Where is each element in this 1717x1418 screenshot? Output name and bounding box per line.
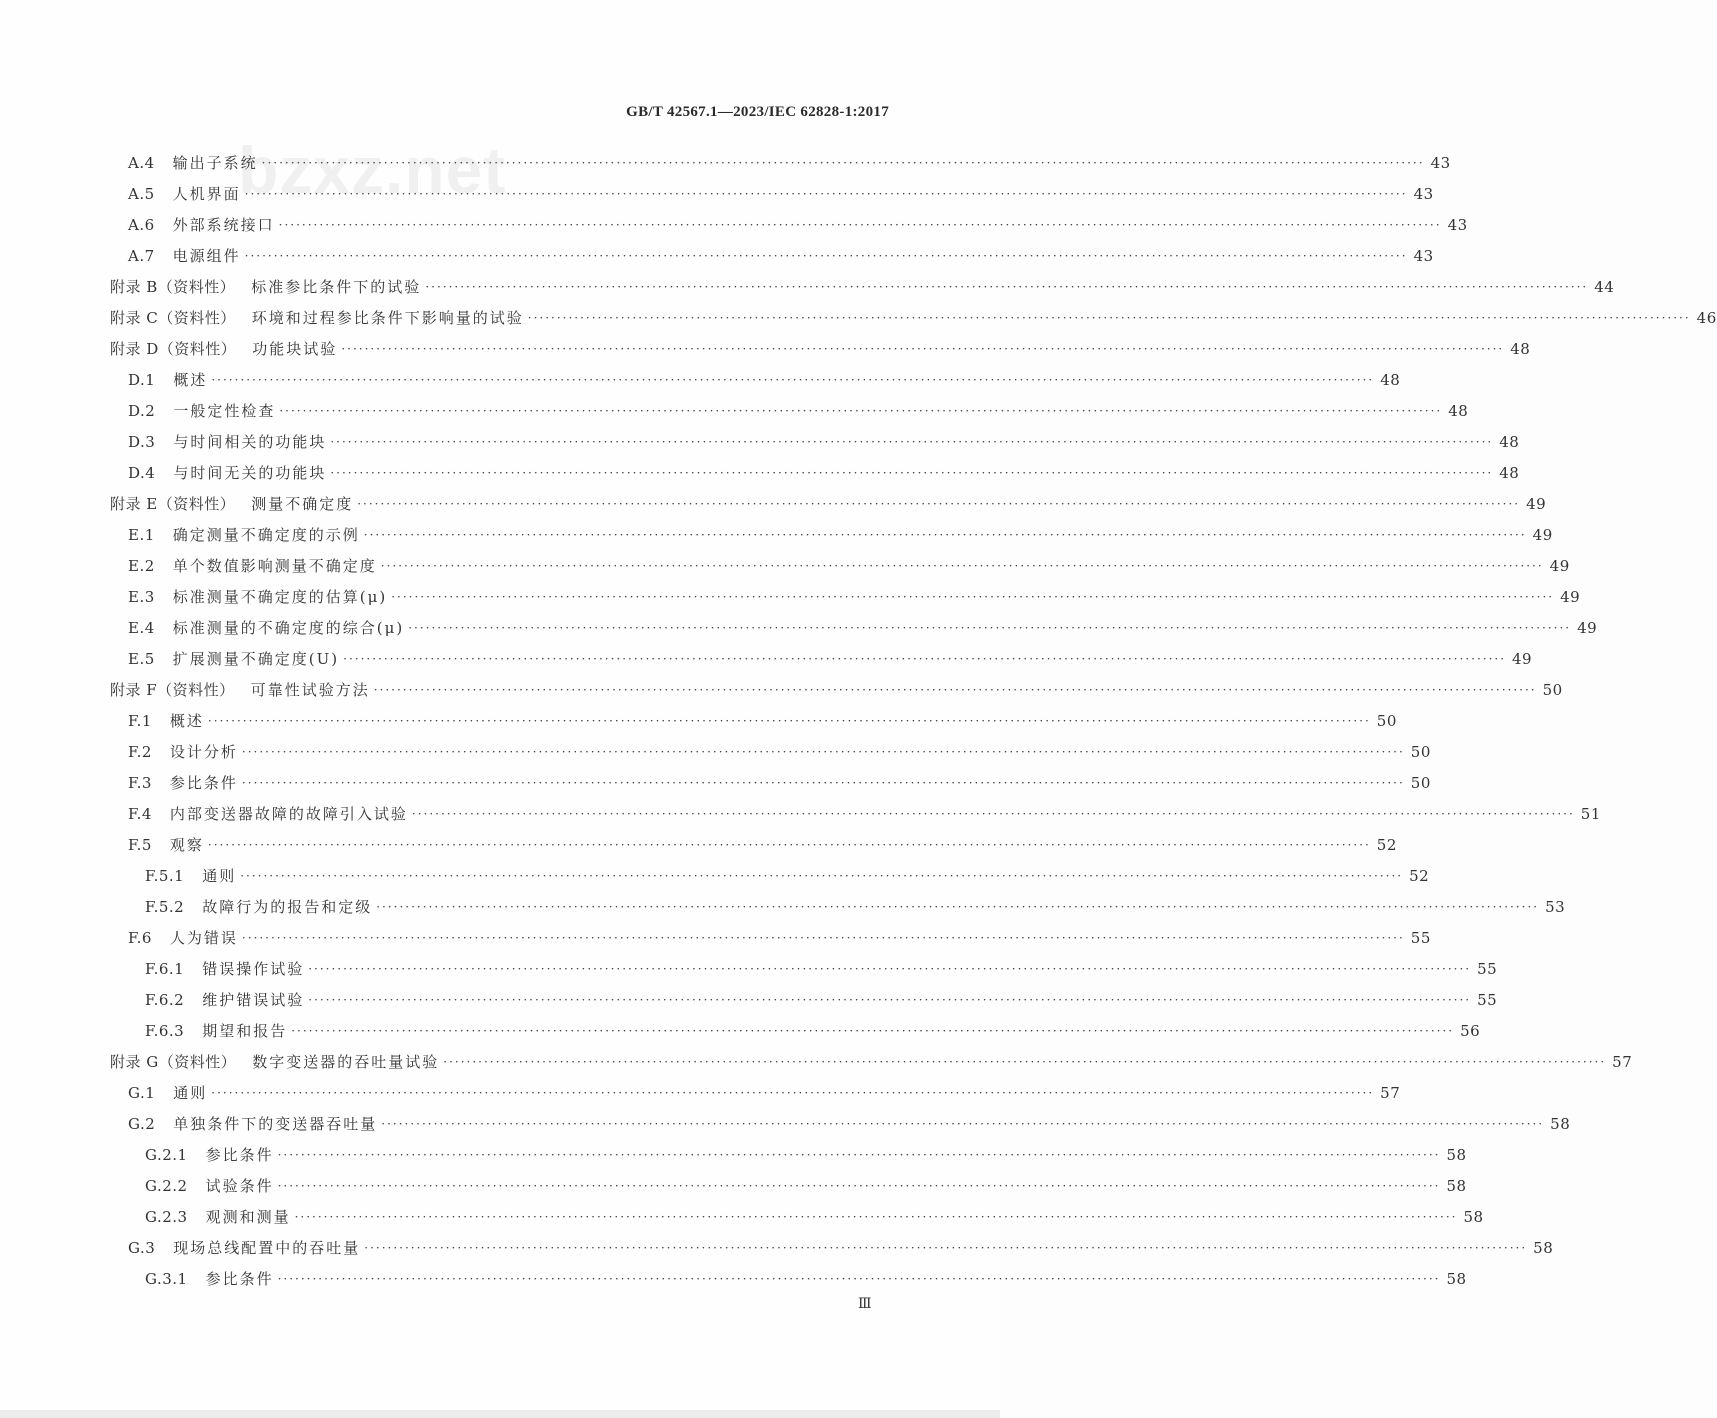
toc-leader-dots: ········································································································································································································: [278, 217, 1442, 232]
toc-entry-page: 48: [1499, 463, 1520, 482]
toc-entry[interactable]: [0, 209, 1468, 240]
toc-entry-page: 50: [1410, 742, 1431, 761]
toc-entry-title: 观察: [169, 836, 204, 854]
toc-entry-number: G.1: [128, 1083, 156, 1102]
toc-entry-page: 43: [1430, 153, 1451, 172]
toc-entry[interactable]: [0, 860, 1430, 891]
page-number-footer: Ⅲ: [858, 1297, 872, 1312]
toc-entry-title: 可靠性试验方法: [250, 681, 370, 699]
toc-entry-number: G.3.1: [145, 1269, 188, 1288]
toc-entry[interactable]: [0, 550, 1570, 581]
toc-entry-number: G.2.1: [145, 1145, 188, 1164]
toc-entry-number: D.1: [128, 370, 156, 389]
toc-entry-title: 人为错误: [169, 929, 238, 947]
toc-entry[interactable]: [0, 395, 1469, 426]
toc-entry[interactable]: [0, 1108, 1571, 1139]
toc-entry-number: F.2: [128, 742, 152, 761]
toc-entry[interactable]: [0, 364, 1401, 395]
toc-entry-title: 外部系统接口: [172, 216, 275, 234]
toc-entry-number: D.2: [128, 401, 156, 420]
toc-entry[interactable]: [0, 705, 1397, 736]
toc-leader-dots: ········································································································································································································: [207, 713, 1371, 728]
toc-leader-dots: ········································································································································································································: [277, 1178, 1441, 1193]
toc-entry-number: F.6: [128, 928, 152, 947]
toc-entry[interactable]: [0, 674, 1563, 705]
toc-entry-title: 参比条件: [205, 1270, 274, 1288]
toc-leader-dots: ········································································································································································································: [357, 496, 1521, 511]
toc-entry-title: 设计分析: [169, 743, 238, 761]
toc-leader-dots: ········································································································································································································: [330, 465, 1494, 480]
toc-entry-number: F.6.1: [145, 959, 185, 978]
bottom-edge: [0, 1410, 1000, 1418]
toc-entry-title: 内部变送器故障的故障引入试验: [169, 805, 408, 823]
toc-entry-page: 51: [1580, 804, 1601, 823]
toc-entry-number: E.4: [128, 618, 155, 637]
toc-entry-number: D.3: [128, 432, 156, 451]
toc-entry-title: 通则: [173, 1084, 208, 1102]
toc-leader-dots: ········································································································································································································: [411, 806, 1575, 821]
toc-entry-title: 电源组件: [172, 247, 241, 265]
toc-entry-number: D.4: [128, 463, 156, 482]
toc-entry[interactable]: [0, 1232, 1554, 1263]
toc-entry[interactable]: [0, 147, 1451, 178]
toc-leader-dots: ········································································································································································································: [279, 403, 1443, 418]
toc-entry-number: A.6: [128, 215, 155, 234]
toc-entry[interactable]: [0, 736, 1431, 767]
toc-entry-page: 56: [1460, 1021, 1481, 1040]
toc-entry-page: 49: [1560, 587, 1581, 606]
toc-entry-title: 单独条件下的变送器吞吐量: [173, 1115, 378, 1133]
toc-entry-page: 58: [1446, 1176, 1467, 1195]
toc-entry-page: 58: [1463, 1207, 1484, 1226]
toc-leader-dots: ········································································································································································································: [291, 1023, 1455, 1038]
toc-leader-dots: ········································································································································································································: [425, 279, 1589, 294]
toc-entry-number: G.3: [128, 1238, 156, 1257]
toc-leader-dots: ········································································································································································································: [373, 682, 1537, 697]
toc-entry-title: 人机界面: [172, 185, 241, 203]
toc-entry-page: 58: [1533, 1238, 1554, 1257]
toc-entry-number: E.3: [128, 587, 155, 606]
toc-leader-dots: ········································································································································································································: [277, 1271, 1441, 1286]
toc-entry-title: 标准测量的不确定度的综合(μ): [172, 619, 405, 637]
toc-entry-page: 50: [1410, 773, 1431, 792]
toc-leader-dots: ········································································································································································································: [244, 248, 1408, 263]
toc-entry-title: 环境和过程参比条件下影响量的试验: [251, 309, 524, 327]
toc-entry-number: 附录 D（资料性）: [110, 340, 237, 358]
toc-entry-title: 输出子系统: [172, 154, 258, 172]
toc-entry[interactable]: [0, 891, 1566, 922]
toc-leader-dots: ········································································································································································································: [408, 620, 1572, 635]
toc-entry[interactable]: [0, 798, 1601, 829]
toc-entry-number: G.2: [128, 1114, 156, 1133]
toc-entry[interactable]: [0, 178, 1434, 209]
toc-entry-page: 50: [1542, 680, 1563, 699]
toc-entry-title: 功能块试验: [252, 340, 338, 358]
toc-entry-page: 58: [1550, 1114, 1571, 1133]
toc-entry-title: 一般定性检查: [173, 402, 276, 420]
toc-entry-title: 标准参比条件下的试验: [251, 278, 422, 296]
toc-entry[interactable]: [0, 1077, 1401, 1108]
toc-leader-dots: ········································································································································································································: [308, 961, 1472, 976]
toc-leader-dots: ········································································································································································································: [294, 1209, 1458, 1224]
toc-entry-page: 49: [1577, 618, 1598, 637]
toc-entry-title: 观测和测量: [205, 1208, 291, 1226]
toc-entry-page: 52: [1409, 866, 1430, 885]
toc-entry-title: 错误操作试验: [202, 960, 305, 978]
toc-entry-page: 48: [1510, 339, 1531, 358]
toc-entry-page: 43: [1413, 246, 1434, 265]
toc-entry[interactable]: [0, 1170, 1467, 1201]
toc-leader-dots: ········································································································································································································: [381, 1116, 1545, 1131]
toc-entry-page: 48: [1499, 432, 1520, 451]
toc-entry-title: 扩展测量不确定度(U): [172, 650, 340, 668]
toc-entry-page: 48: [1448, 401, 1469, 420]
toc-entry-title: 概述: [173, 371, 208, 389]
toc-leader-dots: ········································································································································································································: [241, 775, 1405, 790]
toc-entry-title: 确定测量不确定度的示例: [172, 526, 360, 544]
toc-entry-page: 58: [1446, 1269, 1467, 1288]
toc-leader-dots: ········································································································································································································: [341, 341, 1505, 356]
toc-leader-dots: ········································································································································································································: [443, 1054, 1607, 1069]
toc-entry-number: E.2: [128, 556, 155, 575]
toc-entry[interactable]: [0, 922, 1431, 953]
toc-entry-number: 附录 E（资料性）: [110, 495, 236, 513]
toc-entry[interactable]: [0, 333, 1531, 364]
toc-entry[interactable]: [0, 1263, 1467, 1294]
toc-entry-title: 参比条件: [169, 774, 238, 792]
toc-entry-number: G.2.3: [145, 1207, 188, 1226]
toc-entry-page: 55: [1477, 959, 1498, 978]
toc-leader-dots: ········································································································································································································: [527, 310, 1691, 325]
toc-entry-number: 附录 C（资料性）: [110, 309, 236, 327]
toc-entry-page: 49: [1526, 494, 1547, 513]
toc-entry-number: A.4: [128, 153, 155, 172]
toc-leader-dots: ········································································································································································································: [364, 1240, 1528, 1255]
toc-entry[interactable]: [0, 1201, 1484, 1232]
toc-entry-page: 55: [1410, 928, 1431, 947]
toc-entry-title: 通则: [202, 867, 237, 885]
toc-entry-title: 单个数值影响测量不确定度: [172, 557, 377, 575]
toc-entry[interactable]: [0, 767, 1431, 798]
toc-entry[interactable]: [0, 426, 1520, 457]
toc-leader-dots: ········································································································································································································: [211, 1085, 1375, 1100]
toc-entry-page: 55: [1477, 990, 1498, 1009]
toc-leader-dots: ········································································································································································································: [343, 651, 1507, 666]
toc-entry[interactable]: [0, 581, 1581, 612]
toc-entry-number: F.5.1: [145, 866, 185, 885]
toc-entry[interactable]: [0, 1015, 1481, 1046]
toc-leader-dots: ········································································································································································································: [261, 155, 1425, 170]
toc-leader-dots: ········································································································································································································: [241, 930, 1405, 945]
toc-entry[interactable]: [0, 1046, 1633, 1077]
toc-entry-number: F.4: [128, 804, 152, 823]
toc-entry[interactable]: [0, 984, 1498, 1015]
toc-entry[interactable]: [0, 829, 1397, 860]
toc-entry-number: F.5: [128, 835, 152, 854]
toc-entry-title: 现场总线配置中的吞吐量: [173, 1239, 361, 1257]
toc-entry-page: 46: [1696, 308, 1717, 327]
toc-entry-title: 试验条件: [205, 1177, 274, 1195]
toc-leader-dots: ········································································································································································································: [207, 837, 1371, 852]
toc-entry-number: A.7: [128, 246, 155, 265]
toc-entry[interactable]: [0, 457, 1520, 488]
toc-entry-page: 49: [1532, 525, 1553, 544]
toc-entry-title: 与时间无关的功能块: [173, 464, 327, 482]
toc-leader-dots: ········································································································································································································: [330, 434, 1494, 449]
toc-leader-dots: ········································································································································································································: [244, 186, 1408, 201]
toc-entry-page: 44: [1594, 277, 1615, 296]
toc-entry-number: 附录 F（资料性）: [110, 681, 235, 699]
toc-entry[interactable]: [0, 519, 1553, 550]
toc-entry-title: 与时间相关的功能块: [173, 433, 327, 451]
toc-leader-dots: ········································································································································································································: [211, 372, 1375, 387]
toc-entry-page: 53: [1545, 897, 1566, 916]
toc-entry-number: F.6.3: [145, 1021, 185, 1040]
toc-entry-number: F.6.2: [145, 990, 185, 1009]
toc-entry-number: G.2.2: [145, 1176, 188, 1195]
toc-entry-title: 数字变送器的吞吐量试验: [252, 1053, 440, 1071]
toc-entry-title: 概述: [169, 712, 204, 730]
toc-entry-page: 57: [1612, 1052, 1633, 1071]
toc-entry-number: F.3: [128, 773, 152, 792]
toc-entry-title: 维护错误试验: [202, 991, 305, 1009]
toc-entry-page: 43: [1413, 184, 1434, 203]
toc-leader-dots: ········································································································································································································: [391, 589, 1555, 604]
toc-entry-number: F.1: [128, 711, 152, 730]
toc-entry-page: 52: [1376, 835, 1397, 854]
toc-leader-dots: ········································································································································································································: [363, 527, 1527, 542]
toc-entry-number: A.5: [128, 184, 155, 203]
toc-entry-page: 49: [1549, 556, 1570, 575]
toc-entry-page: 43: [1447, 215, 1468, 234]
toc-entry[interactable]: [0, 488, 1547, 519]
toc-entry-number: 附录 B（资料性）: [110, 278, 236, 296]
toc-entry-number: 附录 G（资料性）: [110, 1053, 237, 1071]
toc-entry-page: 49: [1512, 649, 1533, 668]
toc-entry[interactable]: [0, 612, 1598, 643]
toc-leader-dots: ········································································································································································································: [380, 558, 1544, 573]
toc-entry[interactable]: [0, 271, 1615, 302]
toc-leader-dots: ········································································································································································································: [240, 868, 1404, 883]
toc-leader-dots: ········································································································································································································: [308, 992, 1472, 1007]
toc-entry-number: F.5.2: [145, 897, 185, 916]
toc-entry-title: 标准测量不确定度的估算(μ): [172, 588, 388, 606]
toc-entry[interactable]: [0, 302, 1717, 333]
watermark: bzxz.net: [238, 133, 507, 207]
toc-leader-dots: ········································································································································································································: [376, 899, 1540, 914]
page-header: GB/T 42567.1—2023/IEC 62828-1:2017: [626, 104, 889, 120]
toc-entry[interactable]: [0, 953, 1498, 984]
toc-entry[interactable]: [0, 1139, 1467, 1170]
toc-entry-page: 58: [1446, 1145, 1467, 1164]
toc-entry-number: E.5: [128, 649, 155, 668]
toc-leader-dots: ········································································································································································································: [241, 744, 1405, 759]
toc-entry[interactable]: [0, 240, 1434, 271]
toc-entry-title: 故障行为的报告和定级: [202, 898, 373, 916]
toc-entry[interactable]: [0, 643, 1533, 674]
toc-entry-page: 48: [1380, 370, 1401, 389]
toc-entry-number: E.1: [128, 525, 155, 544]
toc-entry-page: 57: [1380, 1083, 1401, 1102]
toc-entry-title: 参比条件: [205, 1146, 274, 1164]
toc-entry-title: 期望和报告: [202, 1022, 288, 1040]
toc-entry-title: 测量不确定度: [251, 495, 354, 513]
toc-entry-page: 50: [1376, 711, 1397, 730]
toc-leader-dots: ········································································································································································································: [277, 1147, 1441, 1162]
